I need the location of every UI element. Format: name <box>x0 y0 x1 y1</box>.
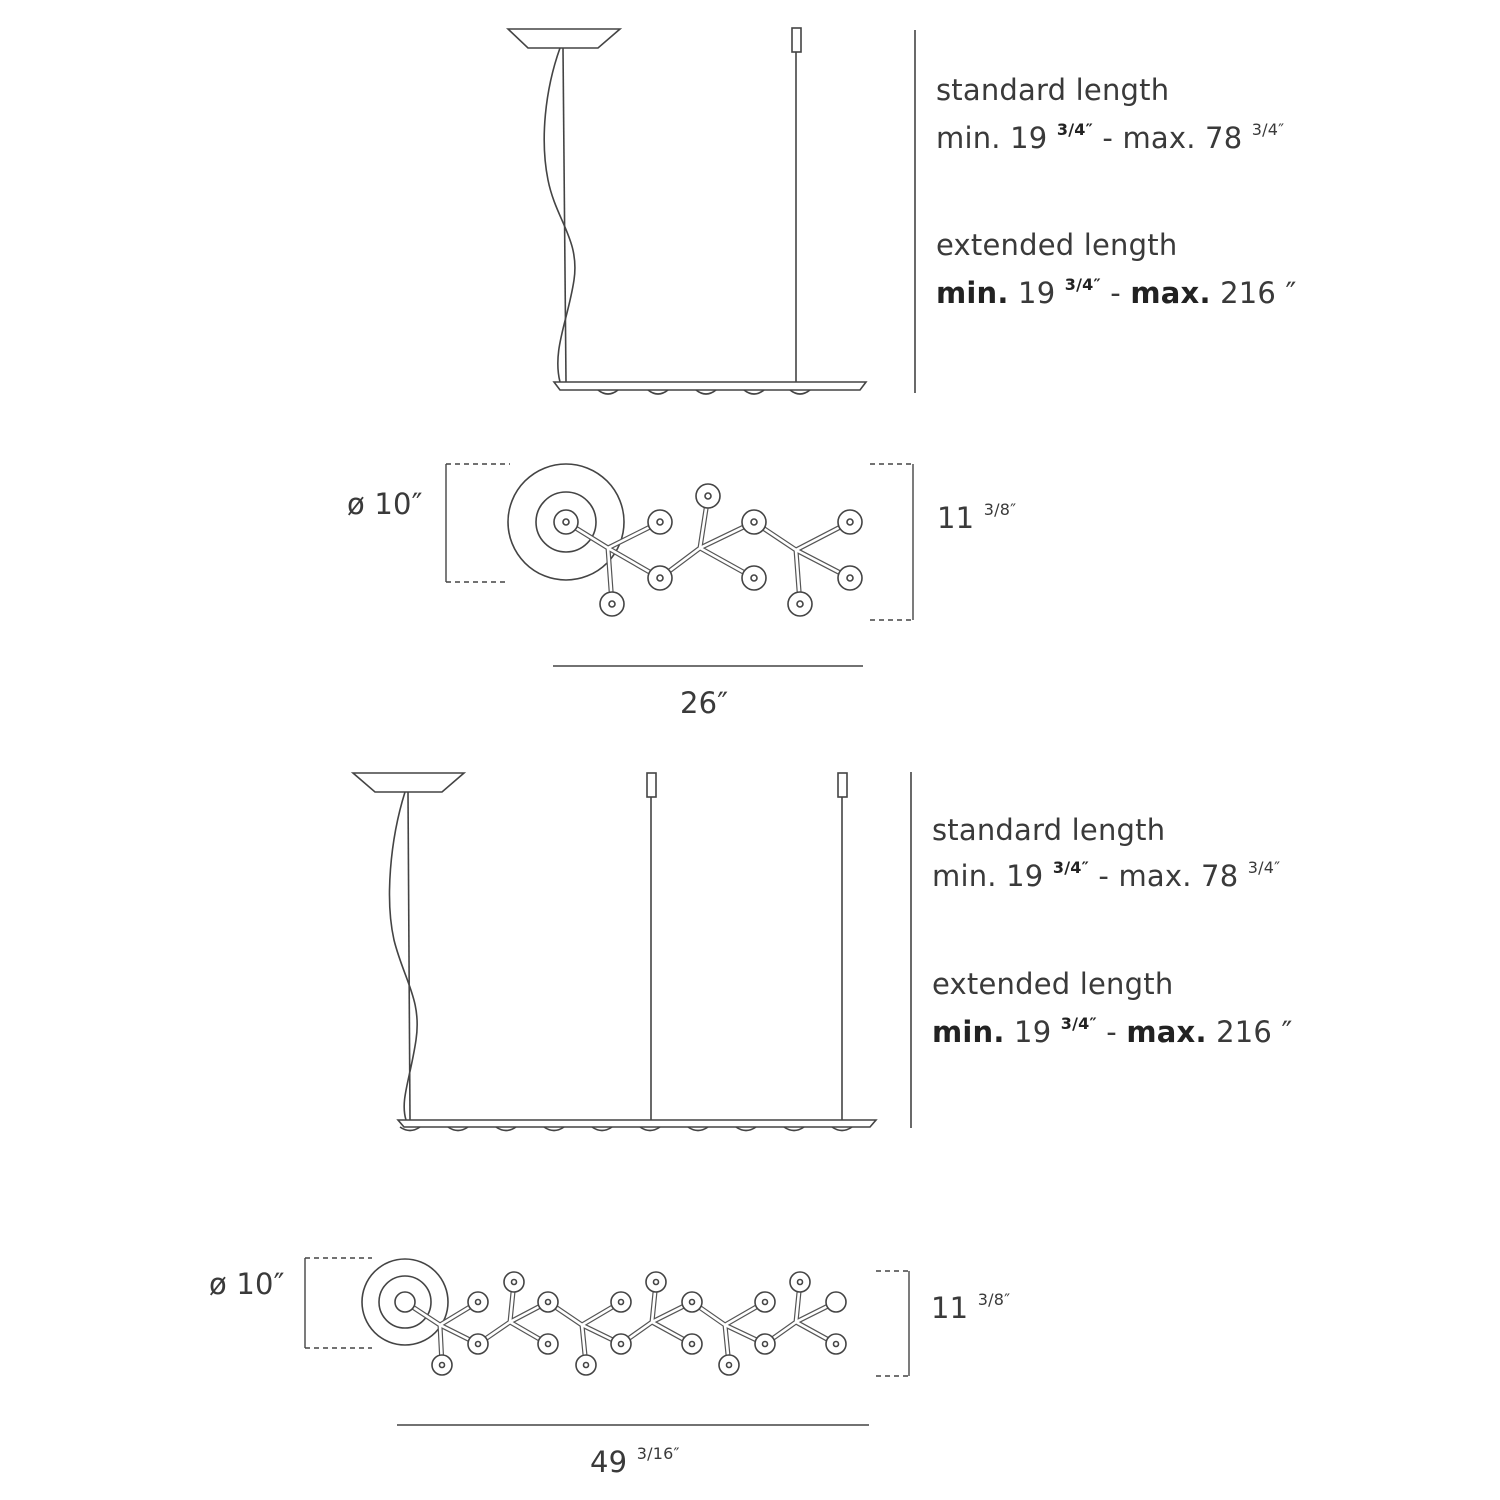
top-standard-length-title: standard length <box>936 73 1170 107</box>
suspension-anchor <box>792 28 801 52</box>
led-heads-2 <box>395 1272 846 1375</box>
light-bar-2 <box>398 1120 876 1127</box>
suspension-anchor-1 <box>647 773 656 797</box>
bottom-width-frac: 3/16″ <box>636 1444 680 1463</box>
top-extended-max: max. <box>1130 276 1211 310</box>
bottom-height-frac: 3/8″ <box>977 1290 1011 1309</box>
top-height-label <box>937 500 1017 535</box>
bottom-standard-length-title: standard length <box>932 813 1166 847</box>
top-diameter-label: ø 10″ <box>347 487 423 521</box>
power-cord-2 <box>390 792 418 1120</box>
top-extended-sep: - <box>1100 276 1131 310</box>
ceiling-canopy-2 <box>353 773 464 792</box>
top-height-frac: 3/8″ <box>983 500 1017 519</box>
top-plan-view <box>446 464 913 666</box>
top-extended-min-num: 19 <box>1008 276 1056 310</box>
bottom-width-value: 49 <box>590 1445 628 1479</box>
top-height-value: 11 <box>937 501 975 535</box>
suspension-anchor-2 <box>838 773 847 797</box>
bottom-extended-min: min. <box>932 1015 1005 1049</box>
bottom-extended-sep: - <box>1096 1015 1127 1049</box>
bottom-extended-max: max. <box>1126 1015 1207 1049</box>
ceiling-canopy <box>508 29 620 48</box>
bottom-standard-length-range <box>932 858 1281 893</box>
top-width-label: 26″ <box>680 686 729 720</box>
top-standard-length-range <box>936 120 1285 155</box>
top-standard-sep: - <box>1092 121 1123 155</box>
bottom-extended-length-range <box>932 1014 1293 1049</box>
bottom-height-label <box>931 1290 1011 1325</box>
plan-dimension-lines-2 <box>305 1258 909 1425</box>
top-standard-max-frac: 3/4″ <box>1251 120 1285 139</box>
bottom-height-value: 11 <box>931 1291 969 1325</box>
bottom-side-view <box>353 772 911 1131</box>
bottom-standard-min: min. 19 <box>932 859 1044 893</box>
top-side-view <box>508 28 915 394</box>
light-bar <box>554 382 866 390</box>
top-standard-max: max. 78 <box>1122 121 1243 155</box>
top-standard-min: min. 19 <box>936 121 1048 155</box>
bottom-standard-min-frac: 3/4″ <box>1052 858 1089 877</box>
bottom-extended-length-title: extended length <box>932 967 1174 1001</box>
bottom-standard-max-frac: 3/4″ <box>1247 858 1281 877</box>
top-extended-max-num: 216 ″ <box>1210 276 1297 310</box>
bottom-standard-sep: - <box>1088 859 1119 893</box>
power-cord <box>544 48 575 382</box>
top-extended-min: min. <box>936 276 1009 310</box>
top-extended-length-range <box>936 275 1297 310</box>
bottom-standard-max: max. 78 <box>1118 859 1239 893</box>
top-extended-min-frac: 3/4″ <box>1064 275 1101 294</box>
bottom-extended-min-frac: 3/4″ <box>1060 1014 1097 1033</box>
bottom-extended-max-num: 216 ″ <box>1206 1015 1293 1049</box>
top-extended-length-title: extended length <box>936 228 1178 262</box>
bottom-width-label <box>590 1444 680 1479</box>
bottom-diameter-label: ø 10″ <box>209 1267 285 1301</box>
top-standard-min-frac: 3/4″ <box>1056 120 1093 139</box>
bottom-extended-min-num: 19 <box>1004 1015 1052 1049</box>
bottom-plan-view <box>305 1258 909 1425</box>
